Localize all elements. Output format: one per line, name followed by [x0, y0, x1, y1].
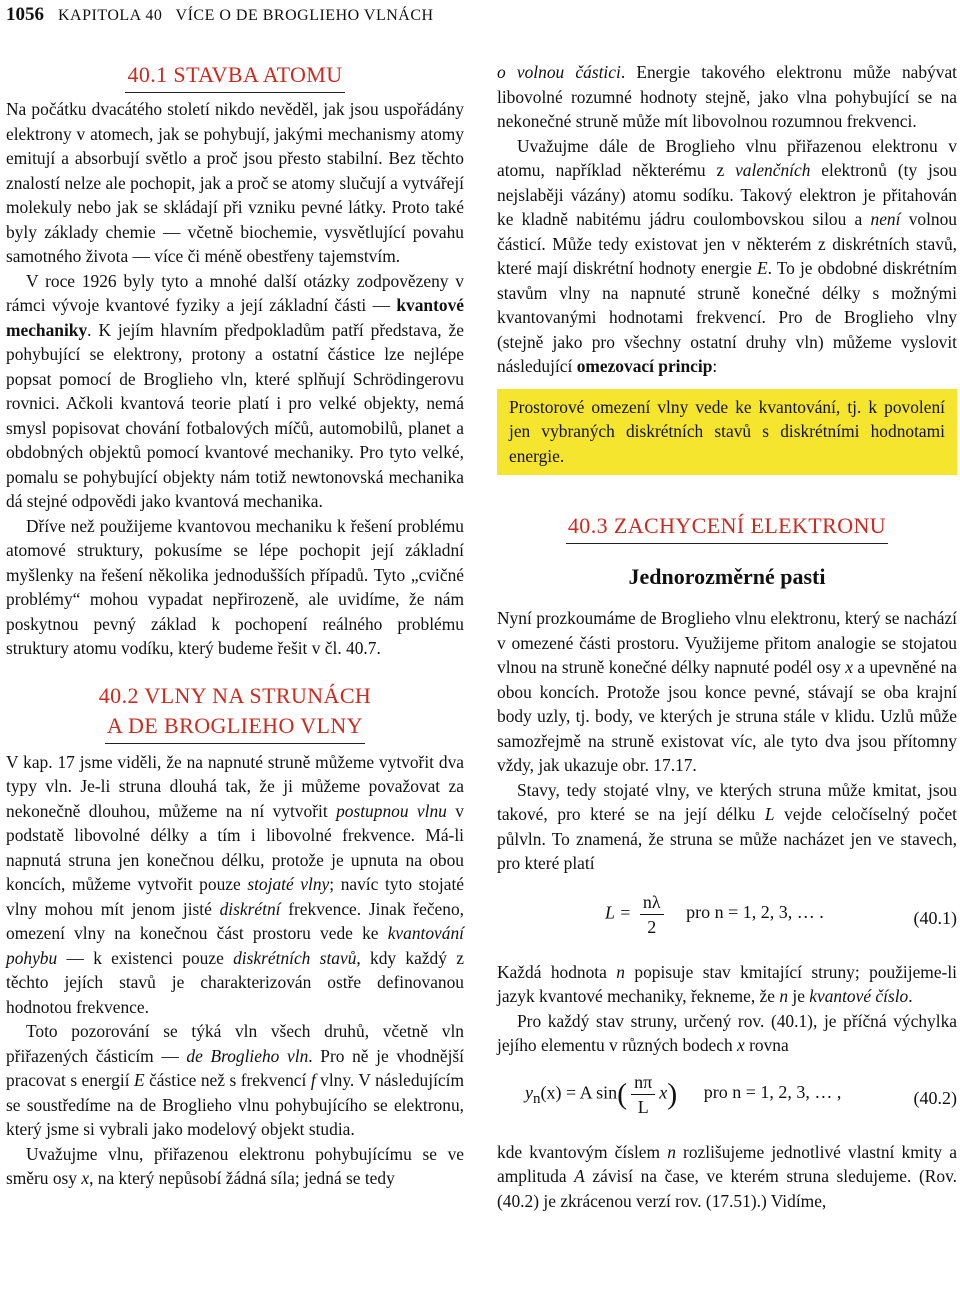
paragraph: V kap. 17 jsme viděli, že na napnuté struně můžeme vytvořit dva typy vln. Je-li struna dlouhá tak, že ji můžeme považovat za nekonečně dlouhou, můžeme na ní vytvořit postupnou vlnu v podstatě libovolné délky a tím i libovolné frekvence. Má-li napnutá struna jen konečnou délku, protože je upnuta na obou koncích, můžeme vytvořit pouze stojaté vlny; navíc tyto stojaté vlny mohou mít jenom jisté diskrétní frekvence. Jinak řečeno, omezení vlny na konečnou část prostoru vede ke kvantování pohybu — k existenci pouze diskrétních stavů, kdy každý z těchto jejích stavů je charakterizován ostře definovanou hodnotou frekvence.	[6, 751, 465, 1017]
equation-40-2: $y_n(x) = A$ sin( $\frac{n\pi}{L}$ x) pro n = 1, 2, 3, … , (40.2)	[525, 1071, 957, 1117]
paragraph: Toto pozorování se týká vln všech druhů, včetně vln přiřazených částicím — de Broglieho vln. Pro ně je vhodnější pracovat s energií E částice než s frekvencí f vlny. V následujícím se soustředíme na de Broglieho vlnu pohybujícího se elektronu, který jsme si vybrali jako modelový objekt studia.	[6, 1021, 465, 1139]
page-number: 1056	[6, 4, 44, 25]
equation-40-1: L = $\frac{n\lambda}{2}$ pro n = 1, 2, 3, … . (40.1)	[605, 891, 957, 937]
section-heading-40-2: 40.2 VLNY NA STRUNÁCH A DE BROGLIEHO VLNY	[6, 681, 464, 744]
paragraph: Stavy, tedy stojaté vlny, ve kterých struna může kmitat, jsou takové, pro které se na její délku L vejde celočíselný počet půlvln. To znamená, že struna se může nacházet jen ve stavech, pro které platí	[497, 779, 957, 873]
section-heading-40-3: 40.3 ZACHYCENÍ ELEKTRONU	[497, 511, 957, 544]
running-header	[6, 2, 946, 28]
highlight-box	[497, 389, 957, 476]
paragraph: kde kvantovým číslem n rozlišujeme jednotlivé vlastní kmity a amplituda A závisí na čase, ve kterém struna sledujeme. (Rov. (40.2) je zkrácenou verzí rov. (17.51).) Vidíme,	[497, 1141, 957, 1211]
left-column	[6, 60, 464, 1191]
paragraph: Na počátku dvacátého století nikdo nevěděl, jak jsou uspořádány elektrony v atomech, jak se pohybují, jakými mechanismy atomy emitují a absorbují světlo a proč jsou přesto stabilní. Bez těchto znalostí nelze ale pochopit, jak a proč se atomy slučují a vytvářejí molekuly nebo jak se skládají při vzniku pevné látky. Proto také byly základy chemie — včetně biochemie, vysvětlující povahu samotného života — více či méně obestřeny tajemstvím.	[6, 99, 464, 266]
section-heading-40-1: 40.1 STAVBA ATOMU	[6, 60, 464, 93]
paragraph: V roce 1926 byly tyto a mnohé další otázky zodpovězeny v rámci vývoje kvantové fyziky a její základní části — kvantové mechaniky. K jejím hlavním předpokladům patří představa, že pohybující se elektrony, protony a ostatní částice lze nejlépe popsat pomocí de Broglieho vln, které splňují Schrödingerovu rovnici. Ačkoli kvantová teorie platí i pro velké objekty, nemá smysl popisovat chování fotbalových míčů, automobilů, planet a obdobných objektů pomocí kvantové mechaniky. Pro tyto velké, pomalu se pohybující objekty nám totiž newtonovská mechanika dá stejné odpovědi jako kvantová mechanika.	[6, 270, 464, 511]
paragraph: Nyní prozkoumáme de Broglieho vlnu elektronu, který se nachází v omezené části prostoru. Využijeme přitom analogie se stojatou vlnou na struně konečné délky napnuté podél osy x a upevněné na obou koncích. Protože jsou konce pevné, stávají se oba krajní body uzly, tj. body, ve kterých je struna stále v klidu. Uzlů může samozřejmě na struně existovat víc, ale tyto dva jsou přítomny vždy, jak ukazuje obr. 17.17.	[497, 608, 958, 775]
term-omezovaci-princip: omezovací princip	[576, 356, 713, 376]
subsection-heading: Jednorozměrné pasti	[628, 564, 826, 589]
right-column	[497, 60, 957, 1213]
paragraph: Uvažujme vlnu, přiřazenou elektronu pohybujícímu se ve směru osy x, na který nepůsobí žádná síla; jedná se tedy	[6, 1143, 464, 1188]
paragraph: Každá hodnota n popisuje stav kmitající struny; použijeme-li jazyk kvantové mechaniky, řekneme, že n je kvantové číslo.	[497, 961, 957, 1006]
paragraph: Uvažujme dále de Broglieho vlnu přiřazenou elektronu v atomu, například některému z valenčních elektronů (ty jsou nejslaběji vázány) atomu sodíku. Takový elektron je přitahován ke kladně nabitému jádru coulombovskou silou a není volnou částicí. Může tedy existovat jen v některém z diskrétních stavů, které mají diskrétní hodnoty energie E. To je obdobné diskrétním stavům vlny na napnuté struně konečné délky s možnými kvantovanými hodnotami frekvencí. Pro de Broglieho vlny (stejně jako pro všechny ostatní druhy vln) můžeme vyslovit následující omezovací princip:	[497, 135, 957, 376]
paragraph: o volnou částici. Energie takového elektronu může nabývat libovolné rozumné hodnoty stejně, jako vlna pohybující se na nekonečné struně může mít libovolnou rozumnou frekvenci.	[497, 62, 957, 131]
principle-statement: Prostorové omezení vlny vede ke kvantování, tj. k povolení jen vybraných diskrétních stavů s diskrétními hodnotami energie.	[509, 396, 945, 466]
equation-number: (40.2)	[913, 1087, 957, 1108]
term-kvantova-mechanika: kvantové mechaniky	[6, 295, 464, 340]
paragraph: Dříve než použijeme kvantovou mechaniku k řešení problému atomové struktury, pokusíme se lépe pochopit její základní myšlenky na řešení několika jednodušších případů. Tyto „cvičné problémy“ mohou vypadat nepřirozeně, ale uvidíme, že nám poskytnou pevný základ k pochopení reálného problému struktury atomu vodíku, který budeme řešit v čl. 40.7.	[6, 515, 464, 658]
paragraph: Pro každý stav struny, určený rov. (40.1), je příčná výchylka jejího elementu v různých bodech x rovna	[497, 1010, 957, 1055]
equation-number: (40.1)	[913, 907, 957, 928]
running-title: KAPITOLA 40 VÍCE O DE BROGLIEHO VLNÁCH	[58, 7, 434, 24]
